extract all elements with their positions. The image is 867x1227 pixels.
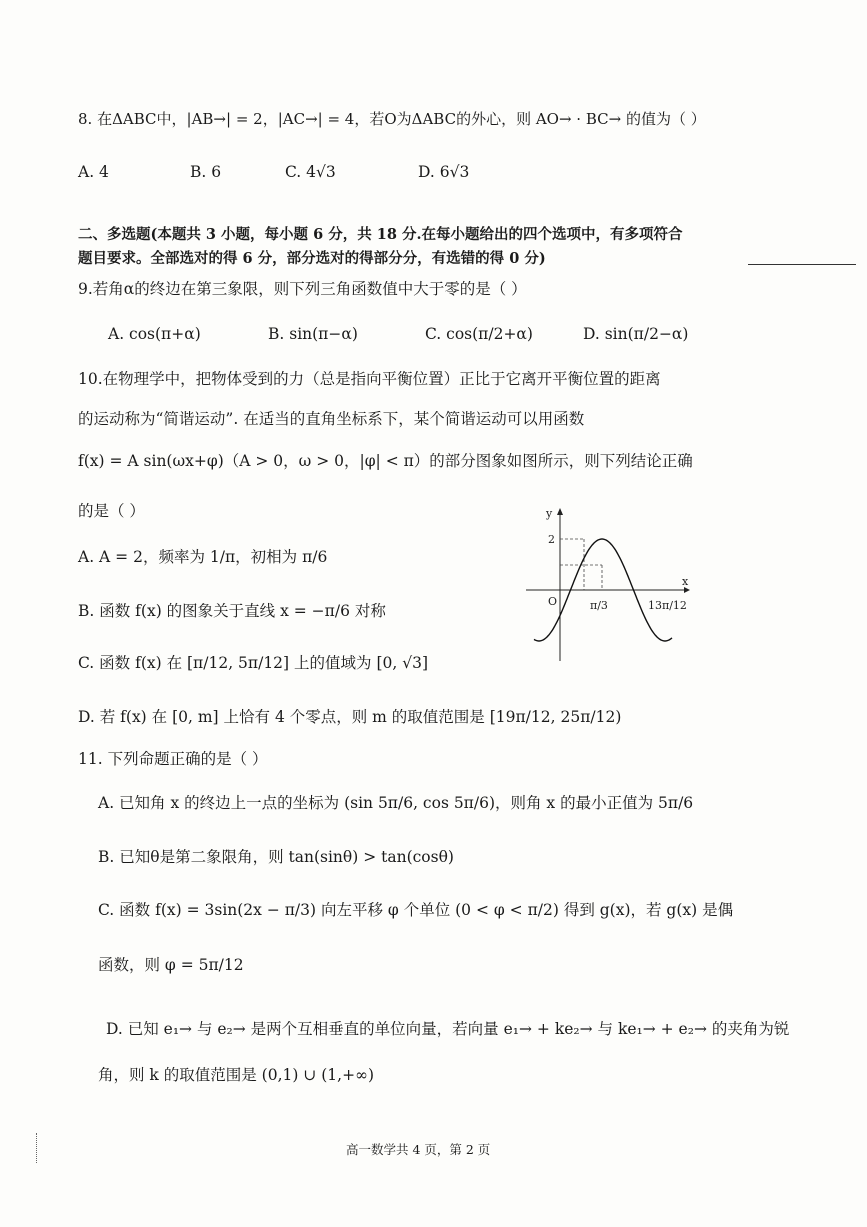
q10-line1: 10.在物理学中，把物体受到的力（总是指向平衡位置）正比于它离开平衡位置的距离 (78, 370, 661, 388)
margin-rule (748, 264, 856, 265)
q11-stem: 11. 下列命题正确的是（ ） (78, 750, 268, 768)
q10-option-d: D. 若 f(x) 在 [0, m] 上恰有 4 个零点，则 m 的取值范围是 [19π/12, 25π/12) (78, 708, 622, 726)
q11-option-b: B. 已知θ是第二象限角，则 tan(sinθ) > tan(cosθ) (98, 848, 454, 866)
x-tick-13pi-12: 13π/12 (648, 599, 687, 612)
q10-option-c: C. 函数 f(x) 在 [π/12, 5π/12] 上的值域为 [0, √3] (78, 654, 428, 672)
q8-option-b: B. 6 (190, 163, 222, 181)
q10-line2: 的运动称为“简谐运动”. 在适当的直角坐标系下，某个简谐运动可以用函数 (78, 410, 585, 428)
q11-option-a: A. 已知角 x 的终边上一点的坐标为 (sin 5π/6, cos 5π/6)，则角 x 的最小正值为 5π/6 (98, 794, 694, 812)
q10-line4: 的是（ ） (78, 502, 145, 520)
origin-label: O (548, 595, 558, 608)
q9-option-c: C. cos(π/2+α) (425, 325, 533, 343)
q11-option-c-line1: C. 函数 f(x) = 3sin(2x − π/3) 向左平移 φ 个单位 (0 < φ < π/2) 得到 g(x)，若 g(x) 是偶 (98, 901, 734, 919)
q9-option-a: A. cos(π+α) (108, 325, 201, 343)
q10-option-b: B. 函数 f(x) 的图象关于直线 x = −π/6 对称 (78, 602, 386, 620)
q9-option-b: B. sin(π−α) (268, 325, 358, 343)
q10-line3: f(x) = A sin(ωx+φ)（A > 0，ω > 0，|φ| < π）的部分图象如图所示，则下列结论正确 (78, 452, 693, 470)
q8-option-a: A. 4 (78, 163, 109, 181)
q11-option-c-line2: 函数，则 φ = 5π/12 (98, 956, 244, 974)
q9-stem: 9.若角α的终边在第三象限，则下列三角函数值中大于零的是（ ） (78, 280, 527, 298)
section2-header-line2: 题目要求。全部选对的得 6 分，部分选对的得部分分，有选错的得 0 分) (78, 250, 546, 267)
binding-margin-mark (36, 1133, 39, 1163)
sine-graph (522, 505, 692, 665)
q11-option-d-line1: D. 已知 e₁→ 与 e₂→ 是两个互相垂直的单位向量，若向量 e₁→ + ke₂→ 与 ke₁→ + e₂→ 的夹角为锐 (106, 1020, 790, 1038)
page-footer: 高一数学共 4 页，第 2 页 (346, 1142, 491, 1157)
q9-option-d: D. sin(π/2−α) (583, 325, 689, 343)
x-axis-label: x (682, 575, 689, 588)
q10-option-a: A. A = 2，频率为 1/π，初相为 π/6 (78, 548, 328, 566)
y-tick-2: 2 (548, 533, 555, 546)
section2-header-line1: 二、多选题(本题共 3 小题，每小题 6 分，共 18 分.在每小题给出的四个选项中，有多项符合 (78, 226, 683, 243)
q8-option-c: C. 4√3 (285, 163, 336, 181)
y-axis-label: y (546, 507, 553, 520)
y-axis-arrow (557, 508, 563, 515)
q8-option-d: D. 6√3 (418, 163, 470, 181)
q8-stem: 8. 在ΔABC中，|AB→| = 2，|AC→| = 4，若O为ΔABC的外心，则 AO→ · BC→ 的值为（ ） (78, 110, 706, 128)
q11-option-d-line2: 角，则 k 的取值范围是 (0,1) ∪ (1,+∞) (98, 1066, 375, 1084)
x-tick-pi-3: π/3 (590, 599, 608, 612)
